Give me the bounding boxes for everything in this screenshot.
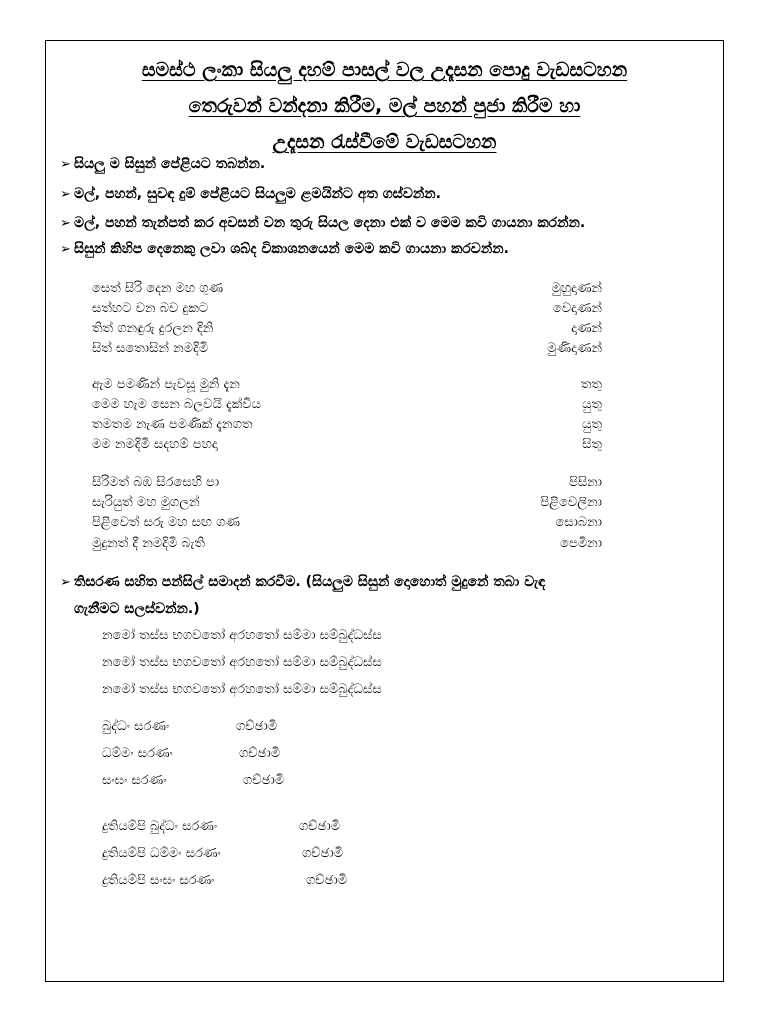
- verse-line: [92, 475, 602, 494]
- arrowhead-bullet-icon: ➢: [60, 242, 71, 257]
- verse-line: [92, 515, 602, 534]
- verse-line: [92, 437, 602, 456]
- instruction-bullet-1: [60, 153, 265, 176]
- instruction-bullet-4: [60, 238, 509, 261]
- document-page: [45, 40, 724, 982]
- sarana-left: සංඝං සරණං: [102, 773, 167, 788]
- verse-right: මුණිදාණන්: [547, 341, 602, 356]
- title-line-3: උදෑසන රැස්වීමේ වැඩසටහන: [272, 131, 497, 153]
- sarana-right: ගච්ඡාමි: [243, 773, 285, 788]
- verse-right: පෙමිනා: [560, 536, 602, 551]
- verse-left: තිත් ගනඳුරු දුරලන දිනි: [92, 321, 214, 336]
- verse-right: සිතු: [582, 437, 602, 452]
- verse-left: සත්හට වන බව දුකට: [92, 301, 209, 316]
- arrowhead-bullet-icon: ➢: [60, 187, 71, 202]
- verse-left: සිරිමත් බඹ සිරසෙහි පා: [92, 475, 220, 490]
- dutiyam-right: ගච්ඡාමි: [299, 819, 341, 834]
- verse-right: දාණන්: [571, 321, 602, 336]
- bullet-text: තිසරණ සහිත පන්සිල් සමාදන් කරවීම. (සියලුම සිසුන් දොහොත් මුදුනේ තබා වැඳ: [74, 574, 546, 590]
- instruction-bullet-3: [60, 212, 585, 235]
- verse-right: වෙදාණන්: [552, 301, 602, 316]
- verse-right: තතු: [580, 377, 602, 392]
- verse-line: [92, 377, 602, 396]
- bullet-text: මල්, පහන් තැන්පත් කර අවසන් වන තුරු සියල දෙනා එක් ව මෙම කවි ගායනා කරන්න.: [74, 215, 586, 231]
- verse-line: [92, 495, 602, 514]
- namo-line-1: නමෝ තස්ස භගවතෝ අරහතෝ සම්මා සම්බුද්ධස්ස: [102, 628, 382, 643]
- document-title: [46, 55, 723, 163]
- dutiyam-right: ගච්ඡාමි: [306, 873, 348, 888]
- verse-left: සිත් සතොසින් නමදිමි: [92, 341, 209, 356]
- verse-left: සැරියුත් මහ මුගලන්: [92, 495, 200, 510]
- bullet-text: මල්, පහන්, සුවඳ දුම් පේළියට සියලුම ළමයින්ට අත ගස්වන්න.: [74, 186, 441, 202]
- verse-left: තමතම නැණ පමණික් දැනගත: [92, 417, 253, 432]
- verse-right: පිසිනා: [569, 475, 602, 490]
- verse-right: යුතු: [582, 397, 602, 412]
- namo-line-2: නමෝ තස්ස භගවතෝ අරහතෝ සම්මා සම්බුද්ධස්ස: [102, 655, 382, 670]
- dutiyam-right: ගච්ඡාමි: [302, 846, 344, 861]
- dutiyam-left: දුතියම්පි බුද්ධං සරණං: [102, 819, 218, 834]
- verse-left: මෙම හැම සෙන බලවයි දැක්විය: [92, 397, 261, 412]
- bullet-text: සිසුන් කිහිප දෙනෙකු ලවා ශබ්ද විකාශනයෙන් මෙම කවි ගායනා කරවන්න.: [74, 241, 509, 257]
- arrowhead-bullet-icon: ➢: [60, 575, 71, 590]
- verse-left: මුදුනත් දී නමදිමි බැති: [92, 536, 205, 551]
- verse-line: [92, 281, 602, 300]
- verse-left: පිළිවෙත් සරු මහ සඟ ගණ: [92, 515, 240, 530]
- verse-right: මුහුදාණන්: [551, 281, 602, 296]
- verse-right: සොබනා: [555, 515, 602, 530]
- dutiyam-left: දුතියම්පි ධම්මං සරණං: [102, 846, 221, 861]
- arrowhead-bullet-icon: ➢: [60, 157, 71, 172]
- arrowhead-bullet-icon: ➢: [60, 216, 71, 231]
- verse-left: සෙත් සිරි දෙන මහ ගුණ: [92, 281, 224, 296]
- verse-right: පිළිවෙලිනා: [540, 495, 602, 510]
- sarana-right: ගච්ඡාමි: [236, 719, 278, 734]
- sarana-right: ගච්ඡාමි: [239, 746, 281, 761]
- bullet-text-continued: ගැනීමට සලස්වන්න.): [74, 601, 200, 617]
- verse-line: [92, 397, 602, 416]
- verse-left: මම නමදිමි සදහම් පහදා: [92, 437, 218, 452]
- verse-line: [92, 321, 602, 340]
- verse-line: [92, 341, 602, 360]
- sarana-left: ධම්මං සරණං: [102, 746, 173, 761]
- dutiyam-left: දුතියම්පි සංඝං සරණං: [102, 873, 215, 888]
- title-line-1: සමස්ථ ලංකා සියලු දහම් පාසල් වල උදෑසන පොදු වැඩසටහන: [141, 59, 628, 81]
- verse-left: ඇම පමණින් පැවසූ මුනි දැන: [92, 377, 240, 392]
- title-line-2: තෙරුවන් වන්දනා කිරීම, මල් පහන් පුජා කිරීම හා: [188, 95, 581, 117]
- verse-line: [92, 417, 602, 436]
- instruction-bullet-tisarana: [60, 569, 700, 622]
- verse-line: [92, 536, 602, 555]
- namo-line-3: නමෝ තස්ස භගවතෝ අරහතෝ සම්මා සම්බුද්ධස්ස: [102, 682, 382, 697]
- verse-line: [92, 301, 602, 320]
- instruction-bullet-2: [60, 183, 441, 206]
- bullet-text: සියලු ම සිසුන් පේළියට තබන්න.: [74, 156, 266, 172]
- sarana-left: බුද්ධං සරණං: [102, 719, 170, 734]
- verse-right: යුතු: [582, 417, 602, 432]
